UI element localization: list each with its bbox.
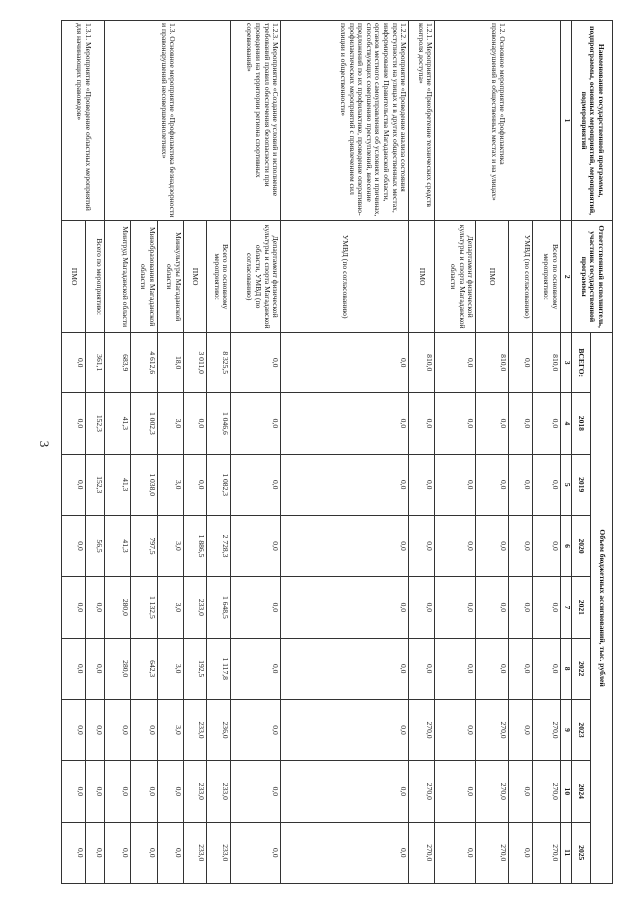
value-cell: 0,0 xyxy=(157,822,183,883)
value-cell: 192,5 xyxy=(183,638,207,699)
executor-cell: ПМО xyxy=(476,221,509,333)
value-cell: 1 046,6 xyxy=(207,393,231,454)
value-cell: 0,0 xyxy=(85,822,105,883)
value-cell: 233,0 xyxy=(183,822,207,883)
table-row xyxy=(409,21,435,884)
header-year: 2022 xyxy=(571,638,591,699)
budget-table xyxy=(61,20,613,884)
value-cell: 0,0 xyxy=(532,515,560,576)
value-cell: 0,0 xyxy=(62,454,86,515)
rotated-page xyxy=(61,20,613,884)
value-cell: 1 648,5 xyxy=(207,577,231,638)
executor-cell: Департамент физической культуры и спорта Магаданской области, УМВД (по согласованию) xyxy=(231,221,281,333)
value-cell: 270,0 xyxy=(409,822,435,883)
value-cell: 0,0 xyxy=(435,515,476,576)
header-year: 2019 xyxy=(571,454,591,515)
value-cell: 0,0 xyxy=(409,393,435,454)
value-cell: 0,0 xyxy=(435,577,476,638)
value-cell: 0,0 xyxy=(131,761,157,822)
value-cell: 280,0 xyxy=(105,577,131,638)
value-cell: 0,0 xyxy=(231,761,281,822)
value-cell: 0,0 xyxy=(157,761,183,822)
value-cell: 233,0 xyxy=(183,577,207,638)
row-name: 1.2.2. Мероприятие «Проведение анализа состояния преступности на улицах и в других общественных местах, информирование Правительства Магаданской области, органов местного самоуправления об условиях и причинах, способствующих совершению преступлений, внесение предложений по их профилактике, проведение оперативно-профилактических мероприятий с привлечением сил полиции и общественности» xyxy=(281,21,409,221)
value-cell: 797,5 xyxy=(131,515,157,576)
value-cell: 3 011,0 xyxy=(183,333,207,393)
value-cell: 41,3 xyxy=(105,515,131,576)
value-cell: 0,0 xyxy=(476,577,509,638)
value-cell: 0,0 xyxy=(435,454,476,515)
value-cell: 233,0 xyxy=(207,822,231,883)
header-year: 2020 xyxy=(571,515,591,576)
value-cell: 0,0 xyxy=(508,333,532,393)
value-cell: 152,3 xyxy=(85,454,105,515)
executor-cell: Минтруд Магаданской области xyxy=(105,221,131,333)
value-cell: 0,0 xyxy=(231,822,281,883)
header-name: Наименование государственной программы, подпрограммы, основных мероприятий, мероприятий, подмероприятий xyxy=(571,21,612,221)
value-cell: 0,0 xyxy=(183,454,207,515)
executor-cell: Всего по основному мероприятию: xyxy=(532,221,560,333)
value-cell: 0,0 xyxy=(435,699,476,760)
executor-cell: ПМО xyxy=(409,221,435,333)
value-cell: 0,0 xyxy=(508,699,532,760)
value-cell: 1 082,3 xyxy=(207,454,231,515)
value-cell: 3,0 xyxy=(157,454,183,515)
group-name: 1.2. Основное мероприятие «Профилактика правонарушений в общественных местах и на улицах» xyxy=(435,21,561,221)
value-cell: 233,0 xyxy=(207,761,231,822)
value-cell: 0,0 xyxy=(532,638,560,699)
value-cell: 152,3 xyxy=(85,393,105,454)
value-cell: 0,0 xyxy=(281,454,409,515)
value-cell: 270,0 xyxy=(532,822,560,883)
value-cell: 1 132,5 xyxy=(131,577,157,638)
table-row xyxy=(281,21,409,884)
value-cell: 0,0 xyxy=(62,393,86,454)
value-cell: 270,0 xyxy=(532,699,560,760)
table-row xyxy=(532,21,560,884)
value-cell: 810,0 xyxy=(409,333,435,393)
value-cell: 8 325,5 xyxy=(207,333,231,393)
value-cell: 233,0 xyxy=(183,699,207,760)
value-cell: 0,0 xyxy=(435,761,476,822)
executor-cell: УМВД (по согласованию) xyxy=(281,221,409,333)
header-year: 2021 xyxy=(571,577,591,638)
index-row: 1 2 3 4 5 6 7 8 9 10 11 xyxy=(560,21,571,884)
header-total: ВСЕГО: xyxy=(571,333,591,393)
value-cell: 41,3 xyxy=(105,454,131,515)
value-cell: 236,0 xyxy=(207,699,231,760)
executor-cell: ПМО xyxy=(183,221,207,333)
executor-cell: Минкультуры Магаданской области xyxy=(157,221,183,333)
value-cell: 0,0 xyxy=(231,393,281,454)
value-cell: 270,0 xyxy=(476,822,509,883)
value-cell: 1 038,0 xyxy=(131,454,157,515)
group-name: 1.3.1. Мероприятие «Проведение областных мероприятий для начинающих правоведов» xyxy=(62,21,105,221)
value-cell: 810,0 xyxy=(532,333,560,393)
value-cell: 683,9 xyxy=(105,333,131,393)
value-cell: 0,0 xyxy=(231,577,281,638)
header-year: 2018 xyxy=(571,393,591,454)
value-cell: 280,0 xyxy=(105,638,131,699)
value-cell: 0,0 xyxy=(476,393,509,454)
table-row xyxy=(231,21,281,884)
value-cell: 0,0 xyxy=(105,699,131,760)
value-cell: 41,3 xyxy=(105,393,131,454)
value-cell: 0,0 xyxy=(85,638,105,699)
value-cell: 0,0 xyxy=(532,393,560,454)
value-cell: 0,0 xyxy=(62,577,86,638)
value-cell: 0,0 xyxy=(409,515,435,576)
value-cell: 2 728,3 xyxy=(207,515,231,576)
value-cell: 270,0 xyxy=(532,761,560,822)
value-cell: 0,0 xyxy=(476,638,509,699)
value-cell: 0,0 xyxy=(85,577,105,638)
value-cell: 0,0 xyxy=(508,822,532,883)
table-row xyxy=(207,21,231,884)
value-cell: 0,0 xyxy=(281,638,409,699)
value-cell: 0,0 xyxy=(435,822,476,883)
value-cell: 0,0 xyxy=(281,333,409,393)
value-cell: 0,0 xyxy=(105,761,131,822)
value-cell: 0,0 xyxy=(131,822,157,883)
value-cell: 0,0 xyxy=(85,761,105,822)
value-cell: 0,0 xyxy=(62,761,86,822)
value-cell: 0,0 xyxy=(508,515,532,576)
value-cell: 270,0 xyxy=(476,699,509,760)
value-cell: 0,0 xyxy=(231,515,281,576)
executor-cell: Всего по основному мероприятию: xyxy=(207,221,231,333)
value-cell: 642,3 xyxy=(131,638,157,699)
value-cell: 810,0 xyxy=(476,333,509,393)
header-executor: Ответственный исполнитель, участник государственной программы xyxy=(571,221,612,333)
value-cell: 0,0 xyxy=(281,761,409,822)
value-cell: 4 612,6 xyxy=(131,333,157,393)
value-cell: 0,0 xyxy=(231,638,281,699)
executor-cell: Департамент физической культуры и спорта Магаданской области xyxy=(435,221,476,333)
value-cell: 1 886,5 xyxy=(183,515,207,576)
executor-cell: УМВД (по согласованию) xyxy=(508,221,532,333)
executor-cell: Минобразования Магаданской области xyxy=(131,221,157,333)
value-cell: 0,0 xyxy=(508,454,532,515)
executor-cell: Всего по мероприятию: xyxy=(85,221,105,333)
value-cell: 0,0 xyxy=(281,699,409,760)
value-cell: 1 002,3 xyxy=(131,393,157,454)
value-cell: 0,0 xyxy=(62,333,86,393)
value-cell: 3,0 xyxy=(157,699,183,760)
value-cell: 0,0 xyxy=(435,333,476,393)
value-cell: 0,0 xyxy=(508,638,532,699)
value-cell: 0,0 xyxy=(532,454,560,515)
value-cell: 0,0 xyxy=(85,699,105,760)
value-cell: 0,0 xyxy=(508,577,532,638)
value-cell: 3,0 xyxy=(157,577,183,638)
row-name: 1.2.3. Мероприятие «Создание условий и исполнение требований правил обеспечения безопасности при проведении на территории региона спортивных соревнований» xyxy=(231,21,281,221)
value-cell: 0,0 xyxy=(183,393,207,454)
value-cell: 0,0 xyxy=(62,638,86,699)
header-year: 2023 xyxy=(571,699,591,760)
value-cell: 0,0 xyxy=(62,699,86,760)
value-cell: 0,0 xyxy=(435,638,476,699)
value-cell: 0,0 xyxy=(131,699,157,760)
value-cell: 56,5 xyxy=(85,515,105,576)
value-cell: 270,0 xyxy=(476,761,509,822)
value-cell: 0,0 xyxy=(281,515,409,576)
table-row xyxy=(85,21,105,884)
group-name: 1.3. Основное мероприятие «Профилактика безнадзорности и правонарушений несовершеннолетних» xyxy=(105,21,231,221)
value-cell: 0,0 xyxy=(62,515,86,576)
value-cell: 18,0 xyxy=(157,333,183,393)
value-cell: 0,0 xyxy=(532,577,560,638)
value-cell: 270,0 xyxy=(409,761,435,822)
value-cell: 0,0 xyxy=(476,454,509,515)
value-cell: 0,0 xyxy=(409,454,435,515)
value-cell: 0,0 xyxy=(508,393,532,454)
row-name: 1.2.1. Мероприятие «Приобретение технических средств контроля доступа» xyxy=(409,21,435,221)
value-cell: 3,0 xyxy=(157,515,183,576)
value-cell: 0,0 xyxy=(62,822,86,883)
value-cell: 0,0 xyxy=(231,699,281,760)
value-cell: 0,0 xyxy=(231,333,281,393)
value-cell: 3,0 xyxy=(157,638,183,699)
header-year: 2024 xyxy=(571,761,591,822)
value-cell: 0,0 xyxy=(409,577,435,638)
value-cell: 0,0 xyxy=(409,638,435,699)
page-number: 3 xyxy=(37,440,52,448)
value-cell: 270,0 xyxy=(409,699,435,760)
value-cell: 0,0 xyxy=(105,822,131,883)
value-cell: 0,0 xyxy=(435,393,476,454)
value-cell: 0,0 xyxy=(281,393,409,454)
header-year: 2025 xyxy=(571,822,591,883)
value-cell: 0,0 xyxy=(476,515,509,576)
executor-cell: ПМО xyxy=(62,221,86,333)
value-cell: 1 117,8 xyxy=(207,638,231,699)
value-cell: 3,0 xyxy=(157,393,183,454)
value-cell: 233,0 xyxy=(183,761,207,822)
value-cell: 0,0 xyxy=(231,454,281,515)
value-cell: 0,0 xyxy=(281,822,409,883)
header-budget: Объем бюджетных ассигнований, тыс. рублей xyxy=(591,333,613,884)
value-cell: 361,1 xyxy=(85,333,105,393)
value-cell: 0,0 xyxy=(281,577,409,638)
value-cell: 0,0 xyxy=(508,761,532,822)
